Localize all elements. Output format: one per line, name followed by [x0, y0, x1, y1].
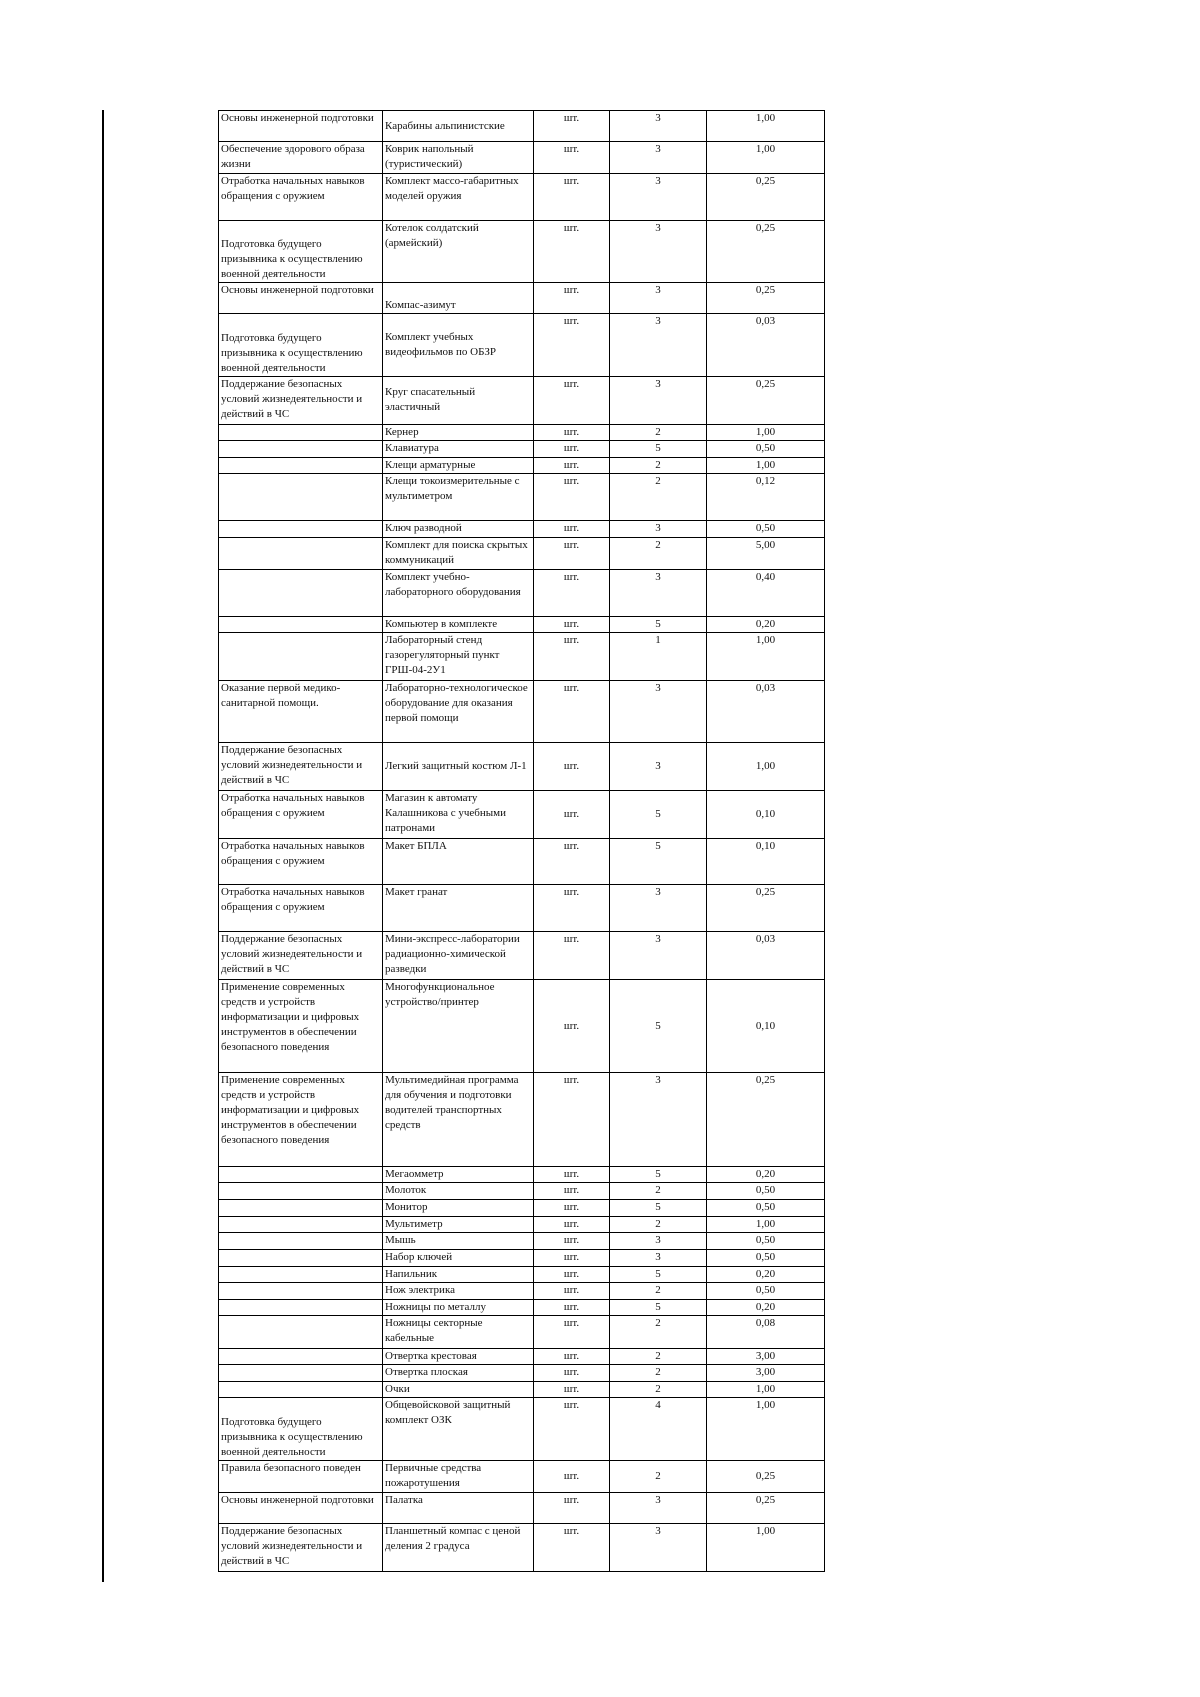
- unit-cell: шт.: [534, 1492, 610, 1523]
- section-cell: [219, 441, 383, 458]
- table-row: [219, 441, 825, 458]
- section-cell: Поддержание безопасных условий жизнедеятельности и действий в ЧС: [219, 376, 383, 424]
- coefficient-cell: 1,00: [707, 111, 825, 142]
- section-cell: [219, 1348, 383, 1365]
- item-name-cell: Нож электрика: [383, 1283, 534, 1300]
- coefficient-cell: 0,03: [707, 314, 825, 376]
- coefficient-cell: 1,00: [707, 1216, 825, 1233]
- quantity-cell: 3: [610, 142, 707, 174]
- unit-cell: шт.: [534, 283, 610, 314]
- unit-cell: шт.: [534, 111, 610, 142]
- quantity-cell: 2: [610, 474, 707, 521]
- unit-cell: шт.: [534, 569, 610, 616]
- item-name-cell: Мегаомметр: [383, 1166, 534, 1183]
- table-row: [219, 680, 825, 742]
- coefficient-cell: 0,20: [707, 1266, 825, 1283]
- quantity-cell: 5: [610, 441, 707, 458]
- unit-cell: шт.: [534, 1266, 610, 1283]
- item-name-cell: Мини-экспресс-лаборатории радиационно-химической разведки: [383, 932, 534, 980]
- item-name-cell: Палатка: [383, 1492, 534, 1523]
- item-name-cell: Карабины альпинистские: [383, 111, 534, 142]
- quantity-cell: 3: [610, 1523, 707, 1571]
- unit-cell: шт.: [534, 1348, 610, 1365]
- section-cell: [219, 1381, 383, 1398]
- quantity-cell: 3: [610, 111, 707, 142]
- coefficient-cell: 1,00: [707, 1398, 825, 1460]
- item-name-cell: Комплект учебно-лабораторного оборудования: [383, 569, 534, 616]
- item-name-cell: Многофункциональное устройство/принтер: [383, 979, 534, 1072]
- unit-cell: шт.: [534, 474, 610, 521]
- section-cell: Основы инженерной подготовки: [219, 283, 383, 314]
- item-name-cell: Молоток: [383, 1183, 534, 1200]
- section-cell: Поддержание безопасных условий жизнедеятельности и действий в ЧС: [219, 932, 383, 980]
- coefficient-cell: 1,00: [707, 424, 825, 441]
- item-name-cell: Мультимедийная программа для обучения и подготовки водителей транспортных средств: [383, 1073, 534, 1166]
- section-cell: [219, 424, 383, 441]
- table-row: [219, 743, 825, 791]
- unit-cell: шт.: [534, 1523, 610, 1571]
- quantity-cell: 3: [610, 1492, 707, 1523]
- section-cell: Подготовка будущего призывника к осуществлению военной деятельности: [219, 1398, 383, 1460]
- section-cell: Отработка начальных навыков обращения с оружием: [219, 838, 383, 885]
- unit-cell: шт.: [534, 633, 610, 681]
- coefficient-cell: 0,50: [707, 441, 825, 458]
- table-row: [219, 1183, 825, 1200]
- section-cell: [219, 1299, 383, 1316]
- item-name-cell: Ключ разводной: [383, 521, 534, 538]
- coefficient-cell: 0,25: [707, 221, 825, 283]
- section-cell: [219, 474, 383, 521]
- table-row: [219, 521, 825, 538]
- quantity-cell: 3: [610, 885, 707, 932]
- quantity-cell: 2: [610, 1348, 707, 1365]
- table-row: [219, 283, 825, 314]
- unit-cell: шт.: [534, 616, 610, 633]
- coefficient-cell: 0,25: [707, 1460, 825, 1492]
- item-name-cell: Мышь: [383, 1233, 534, 1250]
- section-cell: [219, 1233, 383, 1250]
- quantity-cell: 2: [610, 1316, 707, 1348]
- quantity-cell: 5: [610, 838, 707, 885]
- quantity-cell: 2: [610, 1216, 707, 1233]
- unit-cell: шт.: [534, 1381, 610, 1398]
- quantity-cell: 2: [610, 457, 707, 474]
- unit-cell: шт.: [534, 1183, 610, 1200]
- unit-cell: шт.: [534, 979, 610, 1072]
- item-name-cell: Планшетный компас с ценой деления 2 градуса: [383, 1523, 534, 1571]
- quantity-cell: 2: [610, 1183, 707, 1200]
- coefficient-cell: 1,00: [707, 743, 825, 791]
- item-name-cell: Мультиметр: [383, 1216, 534, 1233]
- coefficient-cell: 1,00: [707, 1381, 825, 1398]
- section-cell: [219, 569, 383, 616]
- table-row: [219, 537, 825, 569]
- quantity-cell: 3: [610, 569, 707, 616]
- section-cell: [219, 457, 383, 474]
- table-row: [219, 616, 825, 633]
- quantity-cell: 2: [610, 1365, 707, 1382]
- table-row: [219, 1316, 825, 1348]
- unit-cell: шт.: [534, 1283, 610, 1300]
- quantity-cell: 3: [610, 680, 707, 742]
- item-name-cell: Набор ключей: [383, 1249, 534, 1266]
- item-name-cell: Круг спасательный эластичный: [383, 376, 534, 424]
- coefficient-cell: 0,20: [707, 1299, 825, 1316]
- item-name-cell: Комплект для поиска скрытых коммуникаций: [383, 537, 534, 569]
- section-cell: [219, 1200, 383, 1217]
- item-name-cell: Легкий защитный костюм Л-1: [383, 743, 534, 791]
- table-row: [219, 838, 825, 885]
- section-cell: Отработка начальных навыков обращения с оружием: [219, 885, 383, 932]
- item-name-cell: Магазин к автомату Калашникова с учебными патронами: [383, 791, 534, 839]
- table-row: [219, 569, 825, 616]
- unit-cell: шт.: [534, 142, 610, 174]
- table-row: [219, 791, 825, 839]
- section-cell: Основы инженерной подготовки: [219, 1492, 383, 1523]
- item-name-cell: Первичные средства пожаротушения: [383, 1460, 534, 1492]
- section-cell: Поддержание безопасных условий жизнедеятельности и действий в ЧС: [219, 1523, 383, 1571]
- section-cell: Поддержание безопасных условий жизнедеятельности и действий в ЧС: [219, 743, 383, 791]
- coefficient-cell: 0,03: [707, 680, 825, 742]
- coefficient-cell: 0,50: [707, 1233, 825, 1250]
- table-row: [219, 424, 825, 441]
- equipment-table-body: [219, 111, 825, 1572]
- item-name-cell: Ножницы по металлу: [383, 1299, 534, 1316]
- unit-cell: шт.: [534, 1200, 610, 1217]
- section-cell: Основы инженерной подготовки: [219, 111, 383, 142]
- unit-cell: шт.: [534, 537, 610, 569]
- unit-cell: шт.: [534, 1299, 610, 1316]
- coefficient-cell: 1,00: [707, 457, 825, 474]
- coefficient-cell: 3,00: [707, 1365, 825, 1382]
- table-row: [219, 932, 825, 980]
- coefficient-cell: 0,03: [707, 932, 825, 980]
- table-row: [219, 1216, 825, 1233]
- item-name-cell: Лабораторный стенд газорегуляторный пункт ГРШ-04-2У1: [383, 633, 534, 681]
- coefficient-cell: 0,25: [707, 174, 825, 221]
- unit-cell: шт.: [534, 1316, 610, 1348]
- table-row: [219, 1381, 825, 1398]
- coefficient-cell: 0,10: [707, 838, 825, 885]
- table-row: [219, 1233, 825, 1250]
- table-row: [219, 142, 825, 174]
- quantity-cell: 2: [610, 1381, 707, 1398]
- item-name-cell: Очки: [383, 1381, 534, 1398]
- unit-cell: шт.: [534, 791, 610, 839]
- item-name-cell: Клещи арматурные: [383, 457, 534, 474]
- quantity-cell: 3: [610, 743, 707, 791]
- unit-cell: шт.: [534, 174, 610, 221]
- unit-cell: шт.: [534, 1249, 610, 1266]
- coefficient-cell: 5,00: [707, 537, 825, 569]
- unit-cell: шт.: [534, 1398, 610, 1460]
- unit-cell: шт.: [534, 743, 610, 791]
- coefficient-cell: 0,25: [707, 1073, 825, 1166]
- table-row: [219, 1492, 825, 1523]
- quantity-cell: 2: [610, 1283, 707, 1300]
- quantity-cell: 2: [610, 537, 707, 569]
- unit-cell: шт.: [534, 838, 610, 885]
- section-cell: [219, 521, 383, 538]
- item-name-cell: Макет БПЛА: [383, 838, 534, 885]
- coefficient-cell: 0,08: [707, 1316, 825, 1348]
- coefficient-cell: 0,20: [707, 1166, 825, 1183]
- item-name-cell: Компьютер в комплекте: [383, 616, 534, 633]
- coefficient-cell: 0,10: [707, 791, 825, 839]
- item-name-cell: Отвертка крестовая: [383, 1348, 534, 1365]
- unit-cell: шт.: [534, 885, 610, 932]
- coefficient-cell: 3,00: [707, 1348, 825, 1365]
- coefficient-cell: 0,10: [707, 979, 825, 1072]
- unit-cell: шт.: [534, 424, 610, 441]
- unit-cell: шт.: [534, 1460, 610, 1492]
- item-name-cell: Клещи токоизмерительные с мультиметром: [383, 474, 534, 521]
- table-row: [219, 979, 825, 1072]
- coefficient-cell: 0,25: [707, 283, 825, 314]
- item-name-cell: Отвертка плоская: [383, 1365, 534, 1382]
- quantity-cell: 3: [610, 1249, 707, 1266]
- coefficient-cell: 0,50: [707, 1183, 825, 1200]
- unit-cell: шт.: [534, 441, 610, 458]
- quantity-cell: 3: [610, 1073, 707, 1166]
- section-cell: [219, 537, 383, 569]
- section-cell: [219, 1266, 383, 1283]
- section-cell: Применение современных средств и устройств информатизации и цифровых инструментов в обеспечении безопасного поведения: [219, 979, 383, 1072]
- quantity-cell: 3: [610, 521, 707, 538]
- table-row: [219, 1299, 825, 1316]
- coefficient-cell: 0,20: [707, 616, 825, 633]
- quantity-cell: 3: [610, 932, 707, 980]
- table-row: [219, 1283, 825, 1300]
- unit-cell: шт.: [534, 1073, 610, 1166]
- table-row: [219, 174, 825, 221]
- table-row: [219, 376, 825, 424]
- coefficient-cell: 0,25: [707, 885, 825, 932]
- quantity-cell: 3: [610, 1233, 707, 1250]
- unit-cell: шт.: [534, 1166, 610, 1183]
- item-name-cell: Кернер: [383, 424, 534, 441]
- table-row: [219, 111, 825, 142]
- quantity-cell: 5: [610, 616, 707, 633]
- section-cell: Отработка начальных навыков обращения с оружием: [219, 791, 383, 839]
- coefficient-cell: 0,50: [707, 521, 825, 538]
- section-cell: [219, 1183, 383, 1200]
- table-row: [219, 314, 825, 376]
- unit-cell: шт.: [534, 376, 610, 424]
- item-name-cell: Общевойсковой защитный комплект ОЗК: [383, 1398, 534, 1460]
- table-row: [219, 1166, 825, 1183]
- table-row: [219, 1348, 825, 1365]
- quantity-cell: 3: [610, 314, 707, 376]
- unit-cell: шт.: [534, 1365, 610, 1382]
- unit-cell: шт.: [534, 932, 610, 980]
- coefficient-cell: 1,00: [707, 1523, 825, 1571]
- coefficient-cell: 0,50: [707, 1283, 825, 1300]
- section-cell: [219, 1316, 383, 1348]
- quantity-cell: 5: [610, 1299, 707, 1316]
- item-name-cell: Ножницы секторные кабельные: [383, 1316, 534, 1348]
- table-row: [219, 885, 825, 932]
- section-cell: Подготовка будущего призывника к осуществлению военной деятельности: [219, 221, 383, 283]
- section-cell: [219, 1249, 383, 1266]
- quantity-cell: 4: [610, 1398, 707, 1460]
- section-cell: [219, 1216, 383, 1233]
- item-name-cell: Клавиатура: [383, 441, 534, 458]
- coefficient-cell: 1,00: [707, 633, 825, 681]
- table-row: [219, 1249, 825, 1266]
- quantity-cell: 5: [610, 979, 707, 1072]
- item-name-cell: Напильник: [383, 1266, 534, 1283]
- coefficient-cell: 1,00: [707, 142, 825, 174]
- section-cell: [219, 1365, 383, 1382]
- unit-cell: шт.: [534, 314, 610, 376]
- table-row: [219, 1073, 825, 1166]
- table-row: [219, 1398, 825, 1460]
- section-cell: Обеспечение здорового образа жизни: [219, 142, 383, 174]
- table-row: [219, 1266, 825, 1283]
- section-cell: [219, 633, 383, 681]
- equipment-table: [218, 110, 825, 1572]
- quantity-cell: 5: [610, 1266, 707, 1283]
- section-cell: Подготовка будущего призывника к осуществлению военной деятельности: [219, 314, 383, 376]
- quantity-cell: 3: [610, 283, 707, 314]
- item-name-cell: Комплект учебных видеофильмов по ОБЗР: [383, 314, 534, 376]
- item-name-cell: Макет гранат: [383, 885, 534, 932]
- coefficient-cell: 0,40: [707, 569, 825, 616]
- section-cell: [219, 1283, 383, 1300]
- quantity-cell: 3: [610, 174, 707, 221]
- item-name-cell: Компас-азимут: [383, 283, 534, 314]
- unit-cell: шт.: [534, 1216, 610, 1233]
- quantity-cell: 5: [610, 1200, 707, 1217]
- quantity-cell: 1: [610, 633, 707, 681]
- coefficient-cell: 0,25: [707, 1492, 825, 1523]
- table-row: [219, 457, 825, 474]
- section-cell: Правила безопасного поведен: [219, 1460, 383, 1492]
- unit-cell: шт.: [534, 221, 610, 283]
- quantity-cell: 3: [610, 376, 707, 424]
- item-name-cell: Лабораторно-технологическое оборудование для оказания первой помощи: [383, 680, 534, 742]
- table-row: [219, 1200, 825, 1217]
- coefficient-cell: 0,50: [707, 1249, 825, 1266]
- item-name-cell: Комплект массо-габаритных моделей оружия: [383, 174, 534, 221]
- table-row: [219, 1523, 825, 1571]
- section-cell: [219, 616, 383, 633]
- quantity-cell: 5: [610, 791, 707, 839]
- coefficient-cell: 0,12: [707, 474, 825, 521]
- section-cell: Отработка начальных навыков обращения с оружием: [219, 174, 383, 221]
- table-row: [219, 221, 825, 283]
- table-row: [219, 633, 825, 681]
- left-margin-line: [102, 110, 104, 1582]
- unit-cell: шт.: [534, 521, 610, 538]
- unit-cell: шт.: [534, 680, 610, 742]
- section-cell: [219, 1166, 383, 1183]
- section-cell: Оказание первой медико-санитарной помощи.: [219, 680, 383, 742]
- item-name-cell: Котелок солдатский (армейский): [383, 221, 534, 283]
- item-name-cell: Коврик напольный (туристический): [383, 142, 534, 174]
- unit-cell: шт.: [534, 457, 610, 474]
- quantity-cell: 3: [610, 221, 707, 283]
- unit-cell: шт.: [534, 1233, 610, 1250]
- coefficient-cell: 0,25: [707, 376, 825, 424]
- item-name-cell: Монитор: [383, 1200, 534, 1217]
- section-cell: Применение современных средств и устройств информатизации и цифровых инструментов в обеспечении безопасного поведения: [219, 1073, 383, 1166]
- table-row: [219, 1365, 825, 1382]
- table-row: [219, 1460, 825, 1492]
- quantity-cell: 2: [610, 1460, 707, 1492]
- quantity-cell: 2: [610, 424, 707, 441]
- table-row: [219, 474, 825, 521]
- coefficient-cell: 0,50: [707, 1200, 825, 1217]
- quantity-cell: 5: [610, 1166, 707, 1183]
